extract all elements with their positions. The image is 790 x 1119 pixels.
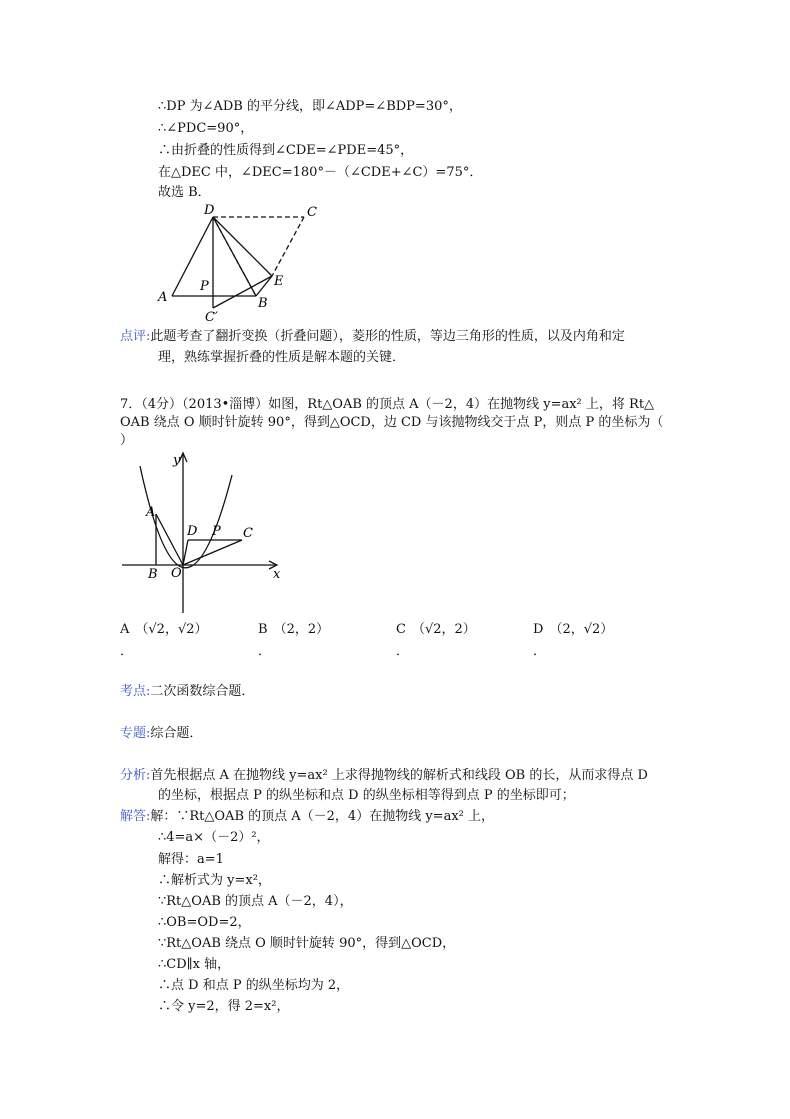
- comment-line-1: [120, 328, 625, 346]
- solution-line: ∴由折叠的性质得到∠CDE=∠PDE=45°，: [158, 143, 414, 158]
- label-c: C: [307, 205, 317, 220]
- edge-ce-dashed: [272, 217, 304, 276]
- option-dot: ．: [258, 644, 272, 659]
- label-x-axis: x: [273, 567, 281, 582]
- option-a[interactable]: [120, 621, 208, 639]
- option-text: （√2，√2）: [135, 622, 208, 637]
- segment-od: [183, 540, 188, 565]
- solution-line: 故选 B．: [158, 185, 211, 200]
- label-y-axis: y: [173, 453, 181, 468]
- comment-line-2: 理，熟练掌握折叠的性质是解本题的关键．: [158, 350, 406, 365]
- zhuanti-text: 综合题．: [150, 726, 203, 741]
- option-dot: ．: [533, 644, 547, 659]
- label-o: O: [171, 566, 182, 581]
- option-b[interactable]: [258, 621, 329, 639]
- jieda-line: 解得：a=1: [158, 852, 224, 867]
- jieda-line: ∴令 y=2，得 2=x²，: [158, 999, 290, 1014]
- kaodian-tag: 考点:: [120, 684, 151, 699]
- fenxi-tag: 分析:: [120, 768, 151, 783]
- option-letter: A: [120, 622, 130, 637]
- option-dot: ．: [120, 644, 134, 659]
- option-letter: D: [533, 622, 544, 637]
- option-dot: ．: [396, 644, 410, 659]
- jieda-line: ∵Rt△OAB 绕点 O 顺时针旋转 90°，得到△OCD，: [158, 936, 456, 951]
- label-p: P: [200, 279, 209, 294]
- option-letter: C: [396, 622, 406, 637]
- option-d[interactable]: [533, 621, 613, 639]
- jieda-line: ∴点 D 和点 P 的纵坐标均为 2，: [158, 978, 350, 993]
- question-line-2: OAB 绕点 O 顺时针旋转 90°，得到△OCD，边 CD 与该抛物线交于点 P，则点 P 的坐标为（: [120, 415, 664, 430]
- label-d: D: [204, 203, 215, 218]
- option-text: （2，√2）: [549, 622, 614, 637]
- option-text: （2，2）: [273, 622, 330, 637]
- fenxi-text: 首先根据点 A 在抛物线 y=ax² 上求得抛物线的解析式和线段 OB 的长，从而求得点 D: [150, 768, 648, 783]
- option-c[interactable]: [396, 621, 476, 639]
- label-b: B: [148, 567, 158, 582]
- label-b: B: [258, 296, 268, 311]
- comment-tag: 点评:: [120, 329, 151, 344]
- jieda-line: ∴CD∥x 轴，: [158, 957, 231, 972]
- question-line-1: 7．（4分）（2013•淄博）如图，Rt△OAB 的顶点 A（－2，4）在抛物线 y=ax² 上，将 Rt△: [120, 397, 655, 412]
- solution-line: ∴∠PDC=90°，: [158, 121, 254, 136]
- label-p: P: [212, 524, 221, 539]
- label-e: E: [274, 274, 284, 289]
- solution-line: 在△DEC 中，∠DEC=180°－（∠CDE+∠C）=75°．: [158, 165, 483, 180]
- jieda-tag: 解答:: [120, 809, 151, 824]
- jieda-line: ∴4=a×（－2）²，: [158, 830, 270, 845]
- segment-oc: [183, 540, 242, 565]
- label-d: D: [187, 524, 198, 539]
- label-c-prime: C′: [205, 310, 218, 325]
- edge-be: [256, 276, 272, 296]
- fold-figure: [150, 198, 320, 326]
- option-text: （√2，2）: [411, 622, 476, 637]
- jieda-text: 解：∵Rt△OAB 的顶点 A（－2，4）在抛物线 y=ax² 上，: [150, 809, 494, 824]
- segment-ao: [156, 514, 183, 565]
- label-c: C: [243, 526, 253, 541]
- jieda-line: ∴解析式为 y=x²，: [158, 873, 271, 888]
- edge-de: [213, 217, 272, 276]
- question-line-3: ）: [120, 433, 134, 448]
- zhuanti-tag: 专题:: [120, 726, 151, 741]
- kaodian-text: 二次函数综合题．: [150, 684, 255, 699]
- zhuanti-line: [120, 725, 202, 743]
- label-a: A: [146, 505, 156, 520]
- fenxi-line-1: [120, 767, 648, 785]
- jieda-line-1: [120, 808, 494, 826]
- jieda-line: ∵Rt△OAB 的顶点 A（－2，4），: [158, 894, 353, 909]
- kaodian-line: [120, 683, 254, 701]
- fenxi-line-2: 的坐标，根据点 P 的纵坐标和点 D 的纵坐标相等得到点 P 的坐标即可；: [158, 788, 575, 803]
- label-a: A: [158, 290, 168, 305]
- jieda-line: ∴OB=OD=2，: [158, 915, 251, 930]
- option-letter: B: [258, 622, 268, 637]
- solution-line: ∴DP 为∠ADB 的平分线，即∠ADP=∠BDP=30°，: [158, 99, 462, 114]
- comment-text: 此题考查了翻折变换（折叠问题），菱形的性质，等边三角形的性质，以及内角和定: [150, 329, 625, 344]
- parabola-figure: [110, 448, 290, 616]
